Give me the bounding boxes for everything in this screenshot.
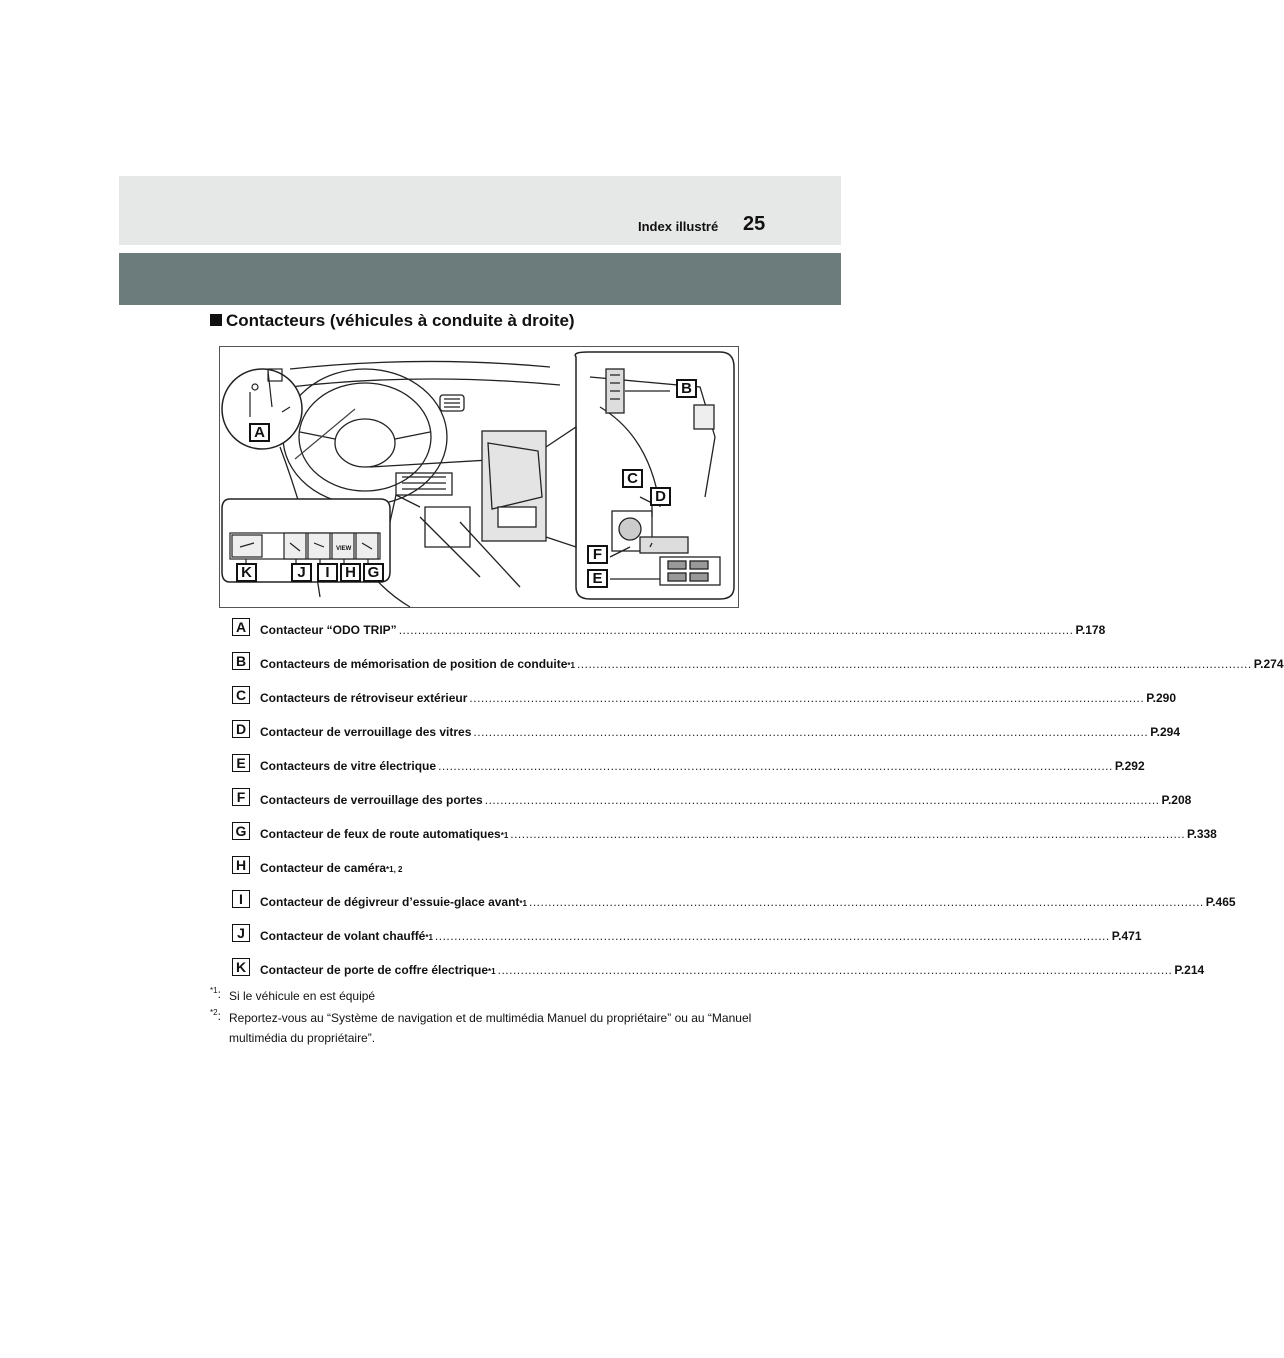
legend-item-b — [232, 652, 1284, 674]
section-title-text: Contacteurs (véhicules à conduite à droite) — [226, 311, 575, 330]
legend-label: Contacteur “ODO TRIP” — [260, 623, 397, 637]
switches-illustration — [219, 346, 739, 608]
legend-sup: *1 — [567, 661, 575, 670]
leader-dots: ................................................................................................................................................................................ — [438, 759, 1113, 773]
footnote-mark: *1 — [210, 986, 218, 995]
legend-key: E — [232, 754, 250, 772]
legend-page[interactable]: P.290 — [1146, 691, 1177, 705]
page-number: 25 — [743, 213, 766, 235]
callout-k: K — [236, 563, 257, 582]
legend-label: Contacteur de dégivreur d’essuie-glace avant — [260, 895, 520, 909]
legend-item-g — [232, 822, 1217, 844]
legend-label: Contacteurs de mémorisation de position de conduite — [260, 657, 568, 671]
section-title — [210, 311, 575, 331]
footnote-mark: *2 — [210, 1008, 218, 1017]
legend-item-h — [232, 856, 738, 878]
legend-page[interactable]: P.214 — [1174, 963, 1205, 977]
legend-label: Contacteurs de vitre électrique — [260, 759, 437, 773]
legend-label: Contacteur de feux de route automatiques — [260, 827, 501, 841]
callout-c: C — [622, 469, 643, 488]
footnote-text: Reportez-vous au “Système de navigation et de multimédia Manuel du propriétaire” ou au “Manuel multimédia du propriétaire”. — [229, 1011, 752, 1045]
leader-dots: ................................................................................................................................................................................ — [576, 657, 1252, 671]
legend-sup: *1, 2 — [386, 865, 403, 874]
legend-key: B — [232, 652, 250, 670]
view-switch-label: VIEW — [336, 546, 352, 552]
legend-item-d — [232, 720, 1180, 742]
legend-page[interactable]: P.465 — [1205, 895, 1236, 909]
leader-dots: ................................................................................................................................................................................ — [473, 725, 1149, 739]
callout-b: B — [676, 379, 697, 398]
callout-h: H — [340, 563, 361, 582]
legend-key: I — [232, 890, 250, 908]
legend-key: D — [232, 720, 250, 738]
legend-item-a — [232, 618, 1106, 640]
legend-key: A — [232, 618, 250, 636]
legend-item-c — [232, 686, 1177, 708]
legend-label: Contacteurs de verrouillage des portes — [260, 793, 483, 807]
legend-key: K — [232, 958, 250, 976]
leader-dots: ................................................................................................................................................................................ — [528, 895, 1204, 909]
callout-f: F — [587, 545, 608, 564]
leader-dots: ................................................................................................................................................................................ — [497, 963, 1173, 977]
square-bullet-icon — [210, 314, 222, 326]
leader-dots: ................................................................................................................................................................................ — [484, 793, 1160, 807]
legend-sup: *1 — [425, 933, 433, 942]
legend-item-k — [232, 958, 1205, 980]
legend-page[interactable]: P.274 — [1253, 657, 1284, 671]
legend-page[interactable]: P.338 — [1187, 827, 1217, 841]
leader-dots: ................................................................................................................................................................................ — [510, 827, 1186, 841]
legend-item-f — [232, 788, 1192, 810]
legend-page[interactable]: P.178 — [1075, 623, 1106, 637]
legend-label: Contacteur de verrouillage des vitres — [260, 725, 472, 739]
legend-item-i — [232, 890, 1236, 912]
legend-label: Contacteur de porte de coffre électrique — [260, 963, 489, 977]
leader-dots: ................................................................................................................................................................................ — [398, 623, 1074, 637]
legend-sup: *1 — [519, 899, 527, 908]
legend-item-j — [232, 924, 1142, 946]
legend-key: C — [232, 686, 250, 704]
header-section-title: Index illustré — [638, 219, 719, 234]
header-dark-band — [119, 253, 841, 305]
leader-dots: ................................................................................................................................................................................ — [469, 691, 1145, 705]
legend-key: H — [232, 856, 250, 874]
callout-g: G — [363, 563, 384, 582]
callout-d: D — [650, 487, 671, 506]
legend-sup: *1 — [488, 967, 496, 976]
legend-page[interactable]: P.471 — [1111, 929, 1142, 943]
header-top-band — [119, 176, 841, 245]
legend-label: Contacteurs de rétroviseur extérieur — [260, 691, 468, 705]
legend-item-e — [232, 754, 1145, 776]
legend-key: J — [232, 924, 250, 942]
legend-page[interactable]: P.292 — [1114, 759, 1145, 773]
footnote-text: Si le véhicule en est équipé — [229, 989, 376, 1003]
legend-label: Contacteur de caméra — [260, 861, 387, 875]
legend-key: G — [232, 822, 250, 840]
callout-i: I — [317, 563, 338, 582]
callout-j: J — [291, 563, 312, 582]
legend-page[interactable]: P.208 — [1161, 793, 1192, 807]
callout-a: A — [249, 423, 270, 442]
legend-sup: *1 — [500, 831, 509, 840]
legend-label: Contacteur de volant chauffé — [260, 929, 426, 943]
leader-dots: ................................................................................................................................................................................ — [434, 929, 1110, 943]
legend-key: F — [232, 788, 250, 806]
callout-e: E — [587, 569, 608, 588]
legend-page[interactable]: P.294 — [1150, 725, 1180, 739]
